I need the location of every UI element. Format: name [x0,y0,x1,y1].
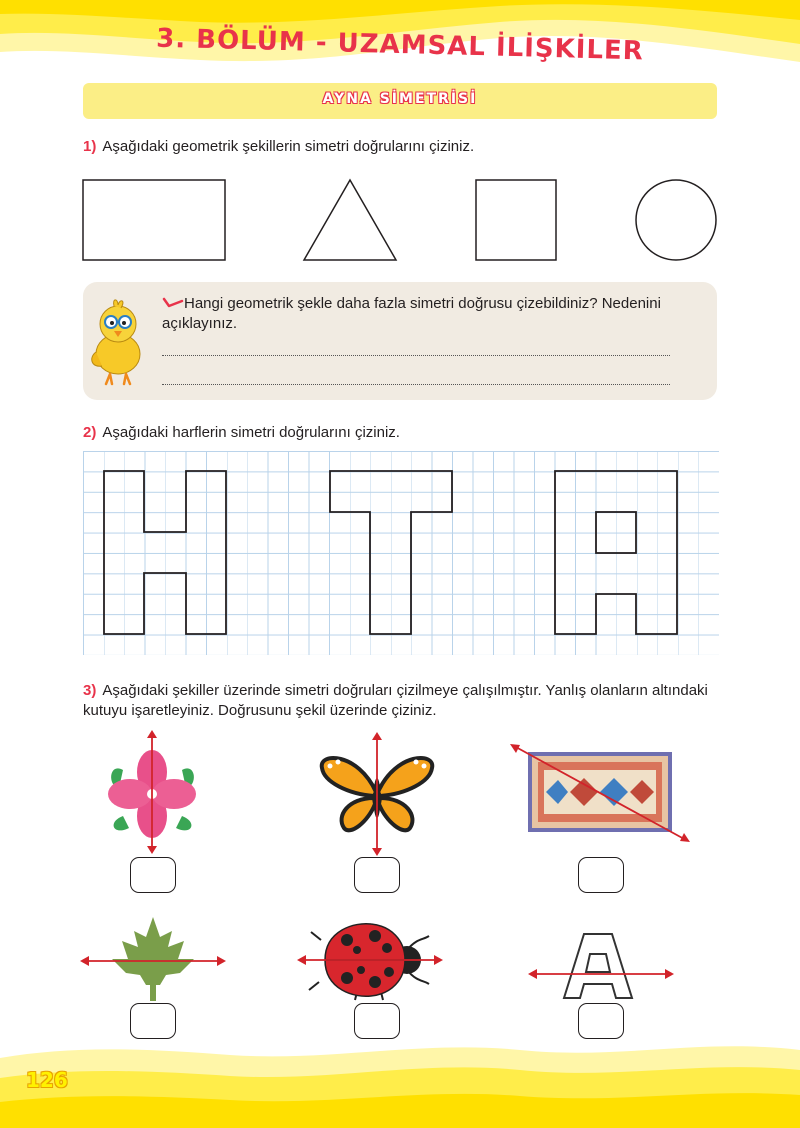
checkbox-ladybug[interactable] [354,1003,400,1039]
question-3 [83,681,723,721]
section-title: AYNA SİMETRİSİ [322,91,478,107]
question-2-number: 2) [83,424,97,441]
letter-a-image [528,930,674,1002]
page-number: 126 [26,1068,68,1092]
chapter-title: 3. BÖLÜM - UZAMSAL İLİŞKİLER [155,23,645,67]
letter-t-outline[interactable] [330,471,452,634]
question-2-text: Aşağıdaki harflerin simetri doğrularını çiziniz. [102,424,400,441]
maple-leaf-image [80,915,226,1005]
checkbox-letter-a[interactable] [578,1003,624,1039]
ladybug-image [297,918,443,1002]
letter-a-hole [596,512,636,553]
butterfly-image [318,732,436,857]
carpet-image [508,742,693,847]
checkbox-butterfly[interactable] [354,857,400,893]
checkbox-maple-leaf[interactable] [130,1003,176,1039]
question-1-number: 1) [83,138,97,155]
question-3-number: 3) [83,682,97,699]
note-question-text: Hangi geometrik şekle daha fazla simetri doğrusu çizebildiniz? Nedenini açıklayınız. [162,295,661,332]
checkbox-carpet[interactable] [578,857,624,893]
question-1-text: Aşağıdaki geometrik şekillerin simetri doğrularını çiziniz. [102,138,475,155]
letter-h-outline[interactable] [104,471,226,634]
flower-image [105,730,200,855]
checkbox-flower[interactable] [130,857,176,893]
question-3-text: Aşağıdaki şekiller üzerinde simetri doğruları çizilmeye çalışılmıştır. Yanlış olanların altındaki kutuyu işaretleyiniz. Doğrusunu şekil üzerinde çiziniz. [83,682,708,719]
